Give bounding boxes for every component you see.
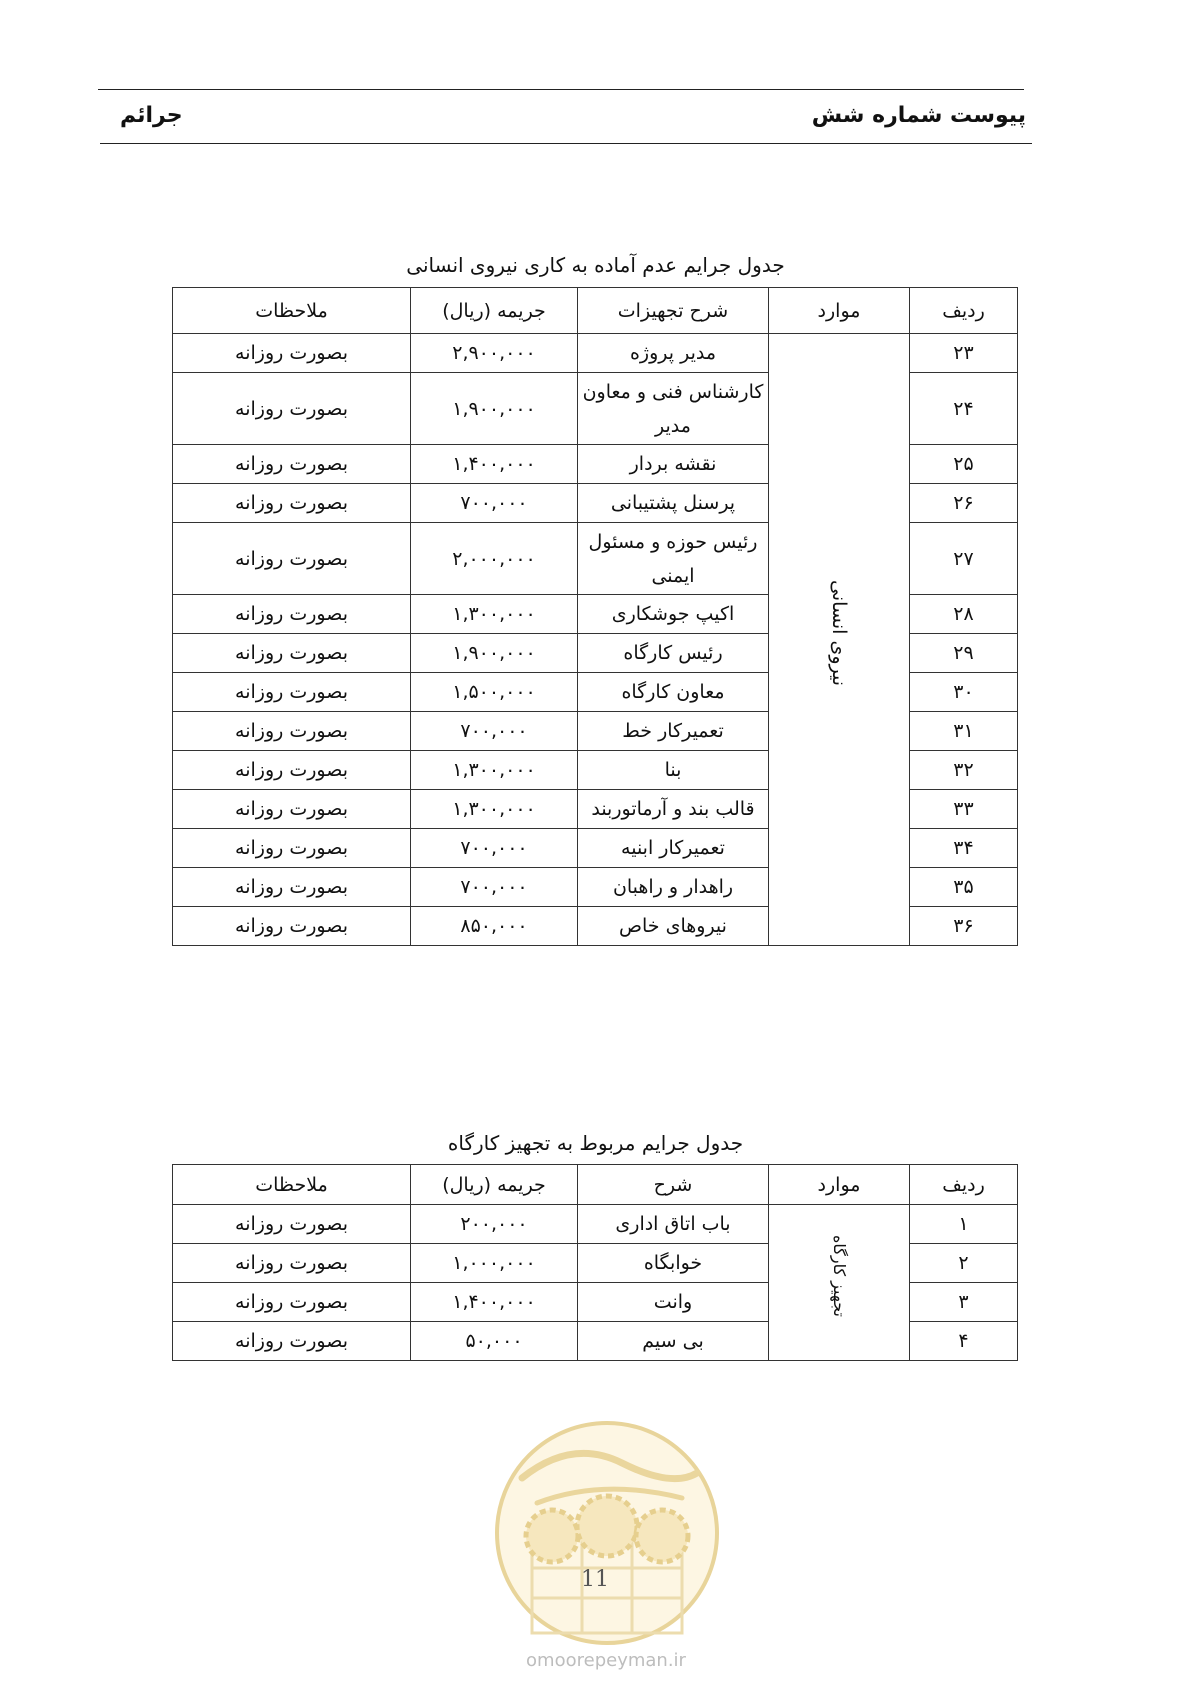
row-number-cell: ۲۷ — [910, 523, 1018, 595]
table-header-row — [173, 288, 1018, 334]
table-row — [173, 334, 1018, 373]
description-cell: بنا — [578, 751, 769, 790]
notes-cell: بصورت روزانه — [173, 634, 411, 673]
row-number-cell: ۳۶ — [910, 907, 1018, 946]
fine-cell: ۱,۵۰۰,۰۰۰ — [411, 673, 578, 712]
row-number-cell: ۲۶ — [910, 484, 1018, 523]
fine-cell: ۵۰,۰۰۰ — [411, 1322, 578, 1361]
notes-cell: بصورت روزانه — [173, 334, 411, 373]
header-fine: جریمه (ریال) — [411, 288, 578, 334]
notes-cell: بصورت روزانه — [173, 523, 411, 595]
header-description: شرح تجهیزات — [578, 288, 769, 334]
description-cell: نقشه بردار — [578, 445, 769, 484]
watermark-site: omoorepeyman.ir — [526, 1650, 686, 1671]
header-left-title: جرائم — [120, 103, 183, 128]
row-number-cell: ۳۴ — [910, 829, 1018, 868]
description-cell: خوابگاه — [578, 1244, 769, 1283]
row-number-cell: ۳۲ — [910, 751, 1018, 790]
fine-cell: ۱,۹۰۰,۰۰۰ — [411, 634, 578, 673]
notes-cell: بصورت روزانه — [173, 868, 411, 907]
page-number: 11 — [581, 1567, 609, 1592]
table-row — [173, 1205, 1018, 1244]
description-cell: اکیپ جوشکاری — [578, 595, 769, 634]
fine-cell: ۱,۴۰۰,۰۰۰ — [411, 1283, 578, 1322]
table-header-row — [173, 1165, 1018, 1205]
header-category: موارد — [769, 1165, 910, 1205]
header-fine: جریمه (ریال) — [411, 1165, 578, 1205]
notes-cell: بصورت روزانه — [173, 907, 411, 946]
notes-cell: بصورت روزانه — [173, 373, 411, 445]
fine-cell: ۱,۳۰۰,۰۰۰ — [411, 595, 578, 634]
notes-cell: بصورت روزانه — [173, 1244, 411, 1283]
header-right-title: پیوست شماره شش — [811, 103, 1026, 128]
row-number-cell: ۲۸ — [910, 595, 1018, 634]
header-notes: ملاحظات — [173, 1165, 411, 1205]
fine-cell: ۲۰۰,۰۰۰ — [411, 1205, 578, 1244]
notes-cell: بصورت روزانه — [173, 1283, 411, 1322]
table2-caption: جدول جرایم مربوط به تجهیز کارگاه — [447, 1131, 744, 1155]
category-cell — [769, 1205, 910, 1361]
fine-cell: ۱,۰۰۰,۰۰۰ — [411, 1244, 578, 1283]
row-number-cell: ۳۰ — [910, 673, 1018, 712]
header-row-number: ردیف — [910, 288, 1018, 334]
row-number-cell: ۳۱ — [910, 712, 1018, 751]
fine-cell: ۷۰۰,۰۰۰ — [411, 868, 578, 907]
description-cell: کارشناس فنی و معاون مدیر — [578, 373, 769, 445]
description-cell: وانت — [578, 1283, 769, 1322]
description-cell: پرسنل پشتیبانی — [578, 484, 769, 523]
row-number-cell: ۱ — [910, 1205, 1018, 1244]
watermark-seal — [492, 1418, 722, 1648]
category-label: تجهیز کارگاه — [830, 1235, 849, 1317]
header-row-number: ردیف — [910, 1165, 1018, 1205]
description-cell: قالب بند و آرماتوربند — [578, 790, 769, 829]
header-category: موارد — [769, 288, 910, 334]
row-number-cell: ۳ — [910, 1283, 1018, 1322]
row-number-cell: ۳۳ — [910, 790, 1018, 829]
description-cell: معاون کارگاه — [578, 673, 769, 712]
row-number-cell: ۲۴ — [910, 373, 1018, 445]
notes-cell: بصورت روزانه — [173, 595, 411, 634]
description-cell: نیروهای خاص — [578, 907, 769, 946]
fine-cell: ۲,۰۰۰,۰۰۰ — [411, 523, 578, 595]
notes-cell: بصورت روزانه — [173, 484, 411, 523]
row-number-cell: ۳۵ — [910, 868, 1018, 907]
row-number-cell: ۲۳ — [910, 334, 1018, 373]
fine-cell: ۷۰۰,۰۰۰ — [411, 712, 578, 751]
row-number-cell: ۲۵ — [910, 445, 1018, 484]
fine-cell: ۷۰۰,۰۰۰ — [411, 484, 578, 523]
fine-cell: ۱,۹۰۰,۰۰۰ — [411, 373, 578, 445]
description-cell: رئیس حوزه و مسئول ایمنی — [578, 523, 769, 595]
description-cell: تعمیرکار ابنیه — [578, 829, 769, 868]
description-cell: تعمیرکار خط — [578, 712, 769, 751]
notes-cell: بصورت روزانه — [173, 829, 411, 868]
notes-cell: بصورت روزانه — [173, 712, 411, 751]
fine-cell: ۷۰۰,۰۰۰ — [411, 829, 578, 868]
fine-cell: ۱,۳۰۰,۰۰۰ — [411, 751, 578, 790]
fine-cell: ۱,۴۰۰,۰۰۰ — [411, 445, 578, 484]
notes-cell: بصورت روزانه — [173, 1205, 411, 1244]
site-equipment-fines-table — [172, 1164, 1018, 1361]
row-number-cell: ۴ — [910, 1322, 1018, 1361]
category-cell — [769, 334, 910, 946]
personnel-fines-table — [172, 287, 1018, 946]
row-number-cell: ۲ — [910, 1244, 1018, 1283]
description-cell: راهدار و راهبان — [578, 868, 769, 907]
header-description: شرح — [578, 1165, 769, 1205]
notes-cell: بصورت روزانه — [173, 751, 411, 790]
row-number-cell: ۲۹ — [910, 634, 1018, 673]
notes-cell: بصورت روزانه — [173, 790, 411, 829]
description-cell: بی سیم — [578, 1322, 769, 1361]
description-cell: مدیر پروژه — [578, 334, 769, 373]
description-cell: رئیس کارگاه — [578, 634, 769, 673]
table1-caption: جدول جرایم عدم آماده به کاری نیروی انسانی — [406, 253, 785, 277]
description-cell: باب اتاق اداری — [578, 1205, 769, 1244]
notes-cell: بصورت روزانه — [173, 1322, 411, 1361]
header-notes: ملاحظات — [173, 288, 411, 334]
header-bottom-rule — [100, 143, 1032, 144]
fine-cell: ۱,۳۰۰,۰۰۰ — [411, 790, 578, 829]
notes-cell: بصورت روزانه — [173, 445, 411, 484]
fine-cell: ۲,۹۰۰,۰۰۰ — [411, 334, 578, 373]
header-top-rule — [98, 89, 1024, 90]
fine-cell: ۸۵۰,۰۰۰ — [411, 907, 578, 946]
category-label: نیروی انسانی — [828, 579, 850, 687]
notes-cell: بصورت روزانه — [173, 673, 411, 712]
